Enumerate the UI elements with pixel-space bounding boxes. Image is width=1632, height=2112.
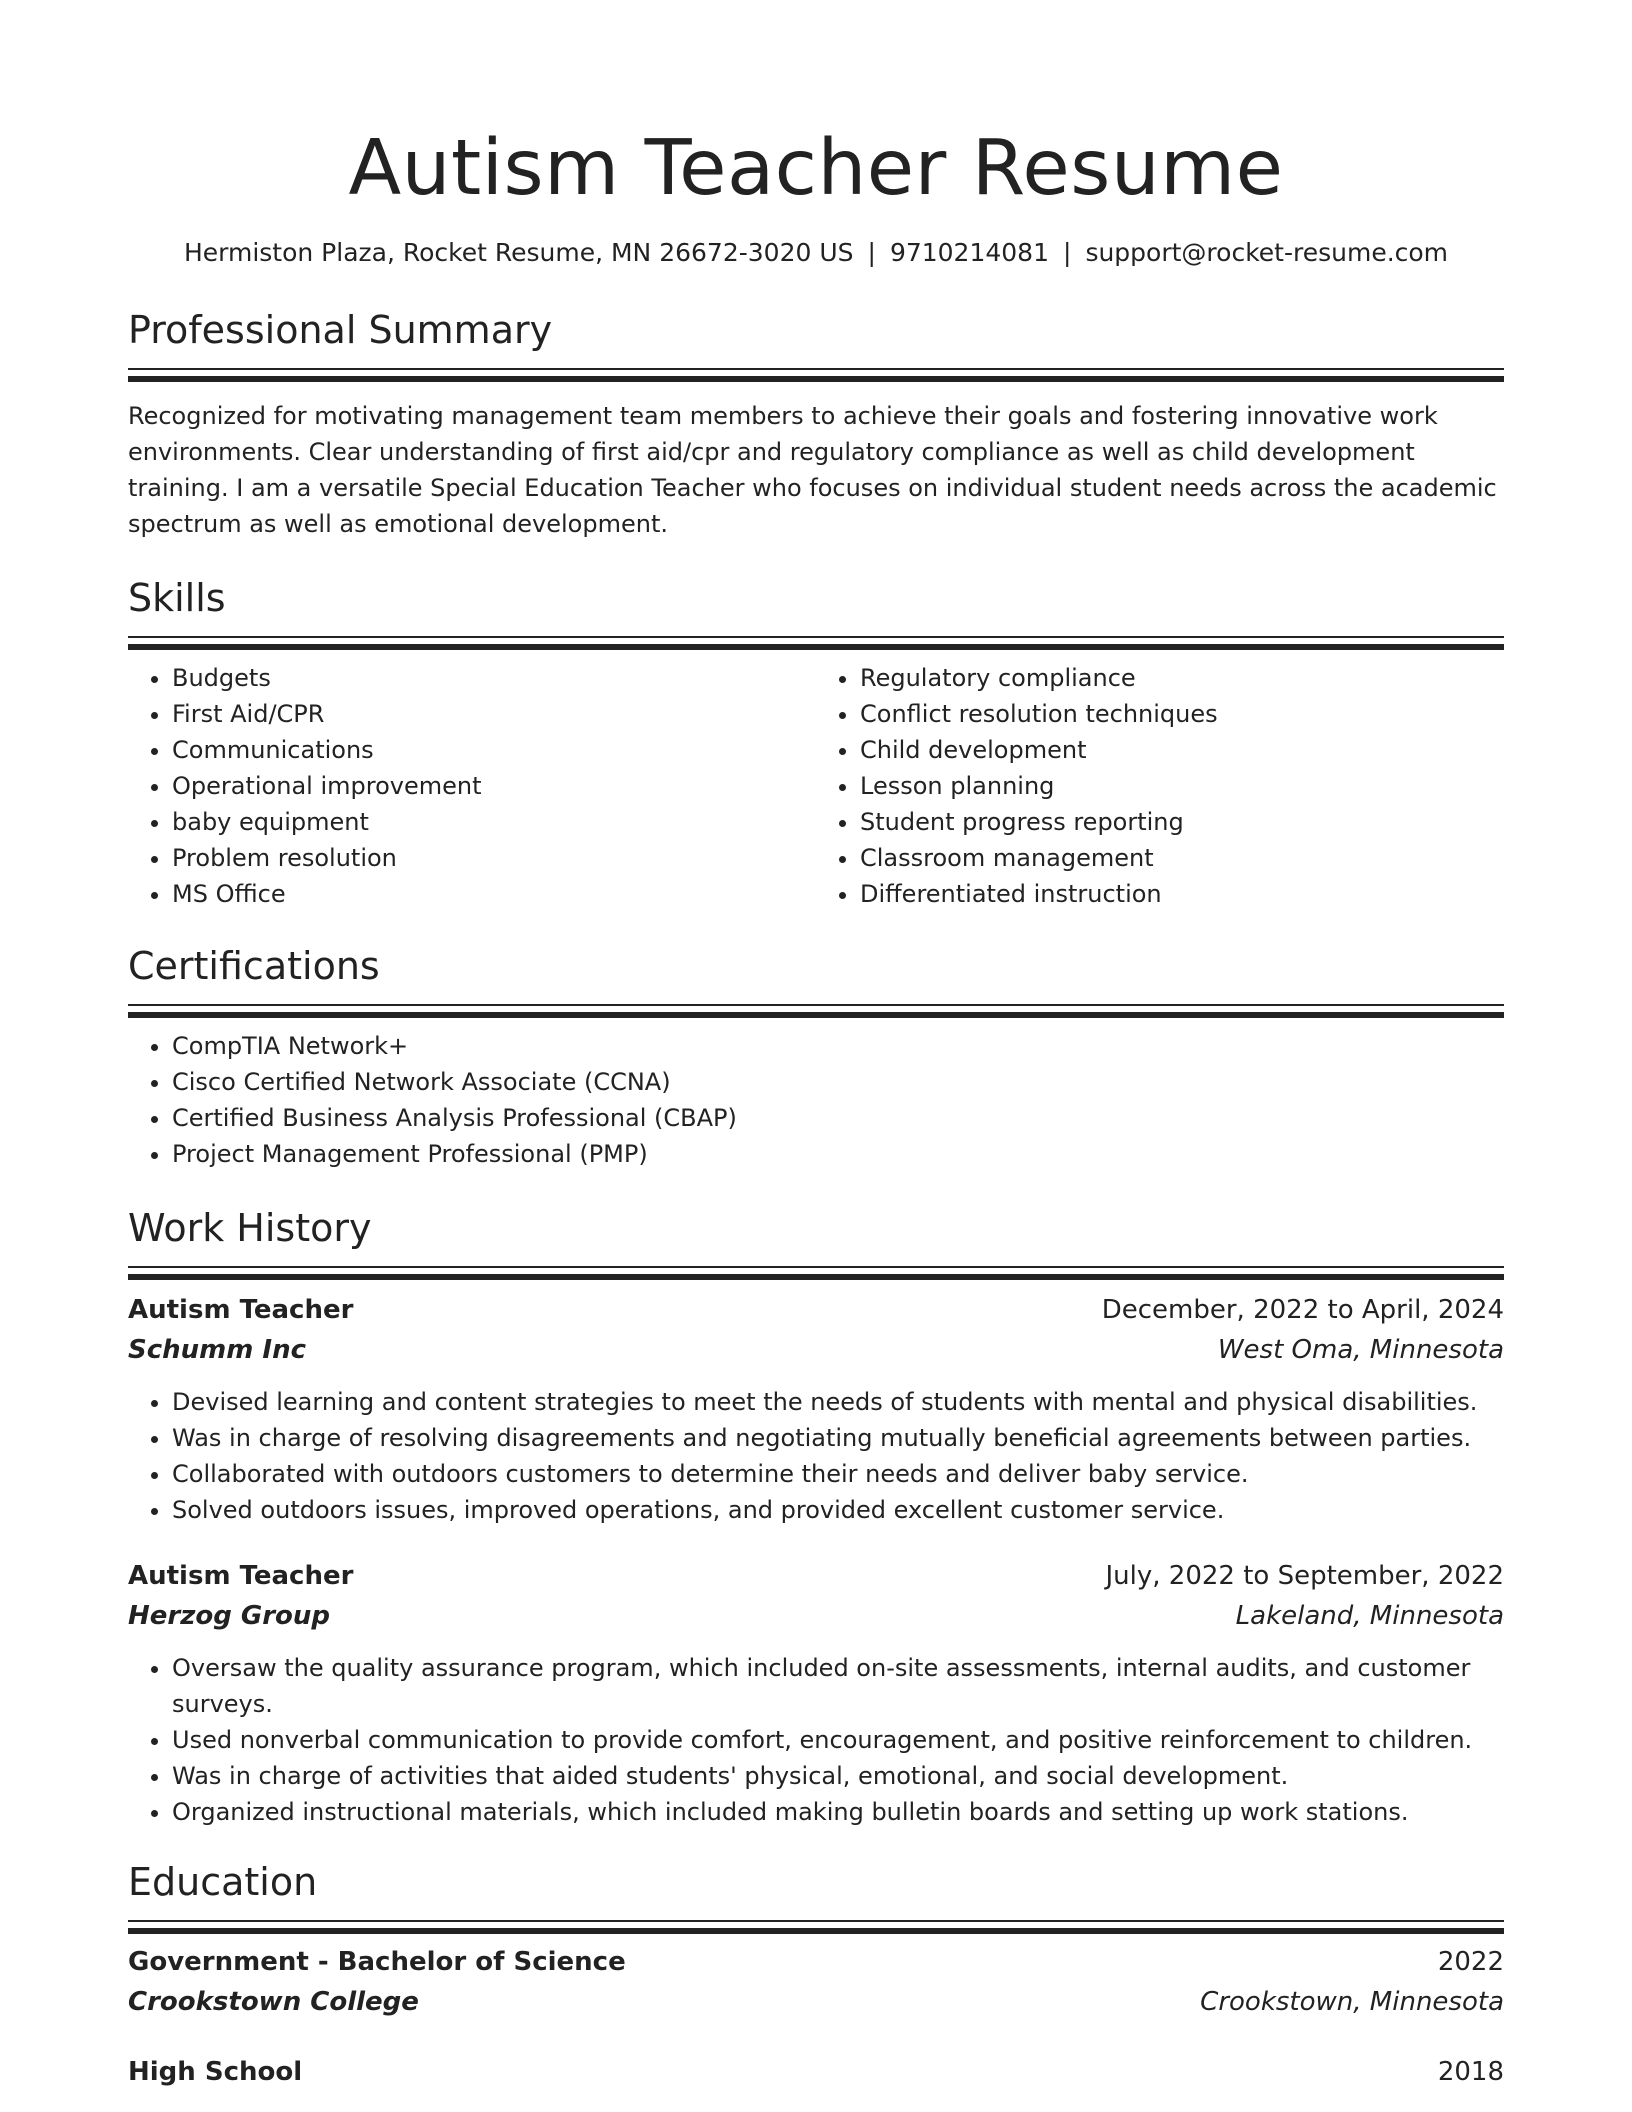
section-divider (128, 1004, 1504, 1012)
section-title-work-history: Work History (128, 1206, 372, 1250)
education-school: Crookstown College (128, 1987, 419, 2017)
job-header (128, 1556, 1504, 1596)
skill-item: • Operational improvement (172, 768, 816, 804)
education-header (128, 2052, 1504, 2092)
job-bullet: • Used nonverbal communication to provide comfort, encouragement, and positive reinforcement to children. (172, 1722, 1504, 1758)
skill-item: • Regulatory compliance (860, 660, 1504, 696)
education-entry (128, 1942, 1504, 2022)
job-dates: December, 2022 to April, 2024 (1101, 1295, 1504, 1325)
work-history-section (128, 1202, 1504, 1830)
education-section (128, 1856, 1504, 2092)
education-degree: High School (128, 2057, 303, 2087)
section-divider (128, 1266, 1504, 1274)
education-year: 2022 (1437, 1947, 1504, 1977)
certification-item: • CompTIA Network+ (172, 1028, 1504, 1064)
job-title: Autism Teacher (128, 1561, 354, 1591)
contact-address: Hermiston Plaza, Rocket Resume, MN 26672-3020 US (183, 238, 854, 267)
job-entry (128, 1556, 1504, 1830)
job-bullet: • Collaborated with outdoors customers to determine their needs and deliver baby service. (172, 1456, 1504, 1492)
job-bullet: • Devised learning and content strategies to meet the needs of students with mental and physical disabilities. (172, 1384, 1504, 1420)
contact-separator: | (1063, 238, 1072, 267)
education-header (128, 1942, 1504, 1982)
skills-list-left (128, 660, 816, 912)
job-bullets (128, 1650, 1504, 1830)
job-title: Autism Teacher (128, 1295, 354, 1325)
job-subheader (128, 1596, 1504, 1636)
contact-email: support@rocket-resume.com (1085, 238, 1449, 267)
section-divider (128, 636, 1504, 644)
summary-section (128, 304, 1504, 542)
skill-item: • Budgets (172, 660, 816, 696)
skills-list-right (816, 660, 1504, 912)
resume-title: Autism Teacher Resume (348, 124, 1284, 213)
skill-item: • Lesson planning (860, 768, 1504, 804)
job-bullet: • Solved outdoors issues, improved operations, and provided excellent customer service. (172, 1492, 1504, 1528)
job-header (128, 1290, 1504, 1330)
resume-content (128, 118, 1504, 2092)
job-bullet: • Was in charge of resolving disagreements and negotiating mutually beneficial agreements between parties. (172, 1420, 1504, 1456)
section-title-certifications: Certifications (128, 944, 380, 988)
skill-item: • Child development (860, 732, 1504, 768)
skill-item: • Classroom management (860, 840, 1504, 876)
certifications-section (128, 940, 1504, 1172)
skill-item: • baby equipment (172, 804, 816, 840)
education-subheader (128, 1982, 1504, 2022)
education-entry (128, 2052, 1504, 2092)
skills-columns (128, 660, 1504, 912)
education-location: Crookstown, Minnesota (1200, 1987, 1504, 2017)
contact-line (128, 236, 1504, 270)
education-year: 2018 (1437, 2057, 1504, 2087)
skill-item: • MS Office (172, 876, 816, 912)
skills-section (128, 572, 1504, 912)
job-bullet: • Oversaw the quality assurance program, which included on-site assessments, internal audits, and customer surveys. (172, 1650, 1504, 1722)
education-degree: Government - Bachelor of Science (128, 1947, 626, 1977)
contact-separator: | (867, 238, 876, 267)
job-company: Herzog Group (128, 1601, 331, 1631)
skill-item: • Differentiated instruction (860, 876, 1504, 912)
job-dates: July, 2022 to September, 2022 (1105, 1561, 1504, 1591)
job-bullet: • Organized instructional materials, which included making bulletin boards and setting up work stations. (172, 1794, 1504, 1830)
section-title-skills: Skills (128, 576, 226, 620)
skill-item: • Student progress reporting (860, 804, 1504, 840)
skill-item: • Problem resolution (172, 840, 816, 876)
job-entry (128, 1290, 1504, 1528)
contact-phone: 9710214081 (889, 238, 1049, 267)
skill-item: • First Aid/CPR (172, 696, 816, 732)
section-divider (128, 368, 1504, 376)
summary-text: Recognized for motivating management team members to achieve their goals and fostering innovative work environments. Clear understanding of first aid/cpr and regulatory compliance as well as child development training. I am a versatile Special Education Teacher who focuses on individual student needs across the academic spectrum as well as emotional development. (128, 402, 1497, 538)
job-subheader (128, 1330, 1504, 1370)
section-divider (128, 1920, 1504, 1928)
certification-item: • Cisco Certified Network Associate (CCNA) (172, 1064, 1504, 1100)
skill-item: • Communications (172, 732, 816, 768)
section-title-summary: Professional Summary (128, 308, 553, 352)
job-bullet: • Was in charge of activities that aided students' physical, emotional, and social development. (172, 1758, 1504, 1794)
section-title-education: Education (128, 1860, 318, 1904)
job-location: West Oma, Minnesota (1217, 1335, 1504, 1365)
skill-item: • Conflict resolution techniques (860, 696, 1504, 732)
job-bullets (128, 1384, 1504, 1528)
job-location: Lakeland, Minnesota (1235, 1601, 1504, 1631)
certifications-list (128, 1028, 1504, 1172)
certification-item: • Certified Business Analysis Professional (CBAP) (172, 1100, 1504, 1136)
certification-item: • Project Management Professional (PMP) (172, 1136, 1504, 1172)
job-company: Schumm Inc (128, 1335, 306, 1365)
